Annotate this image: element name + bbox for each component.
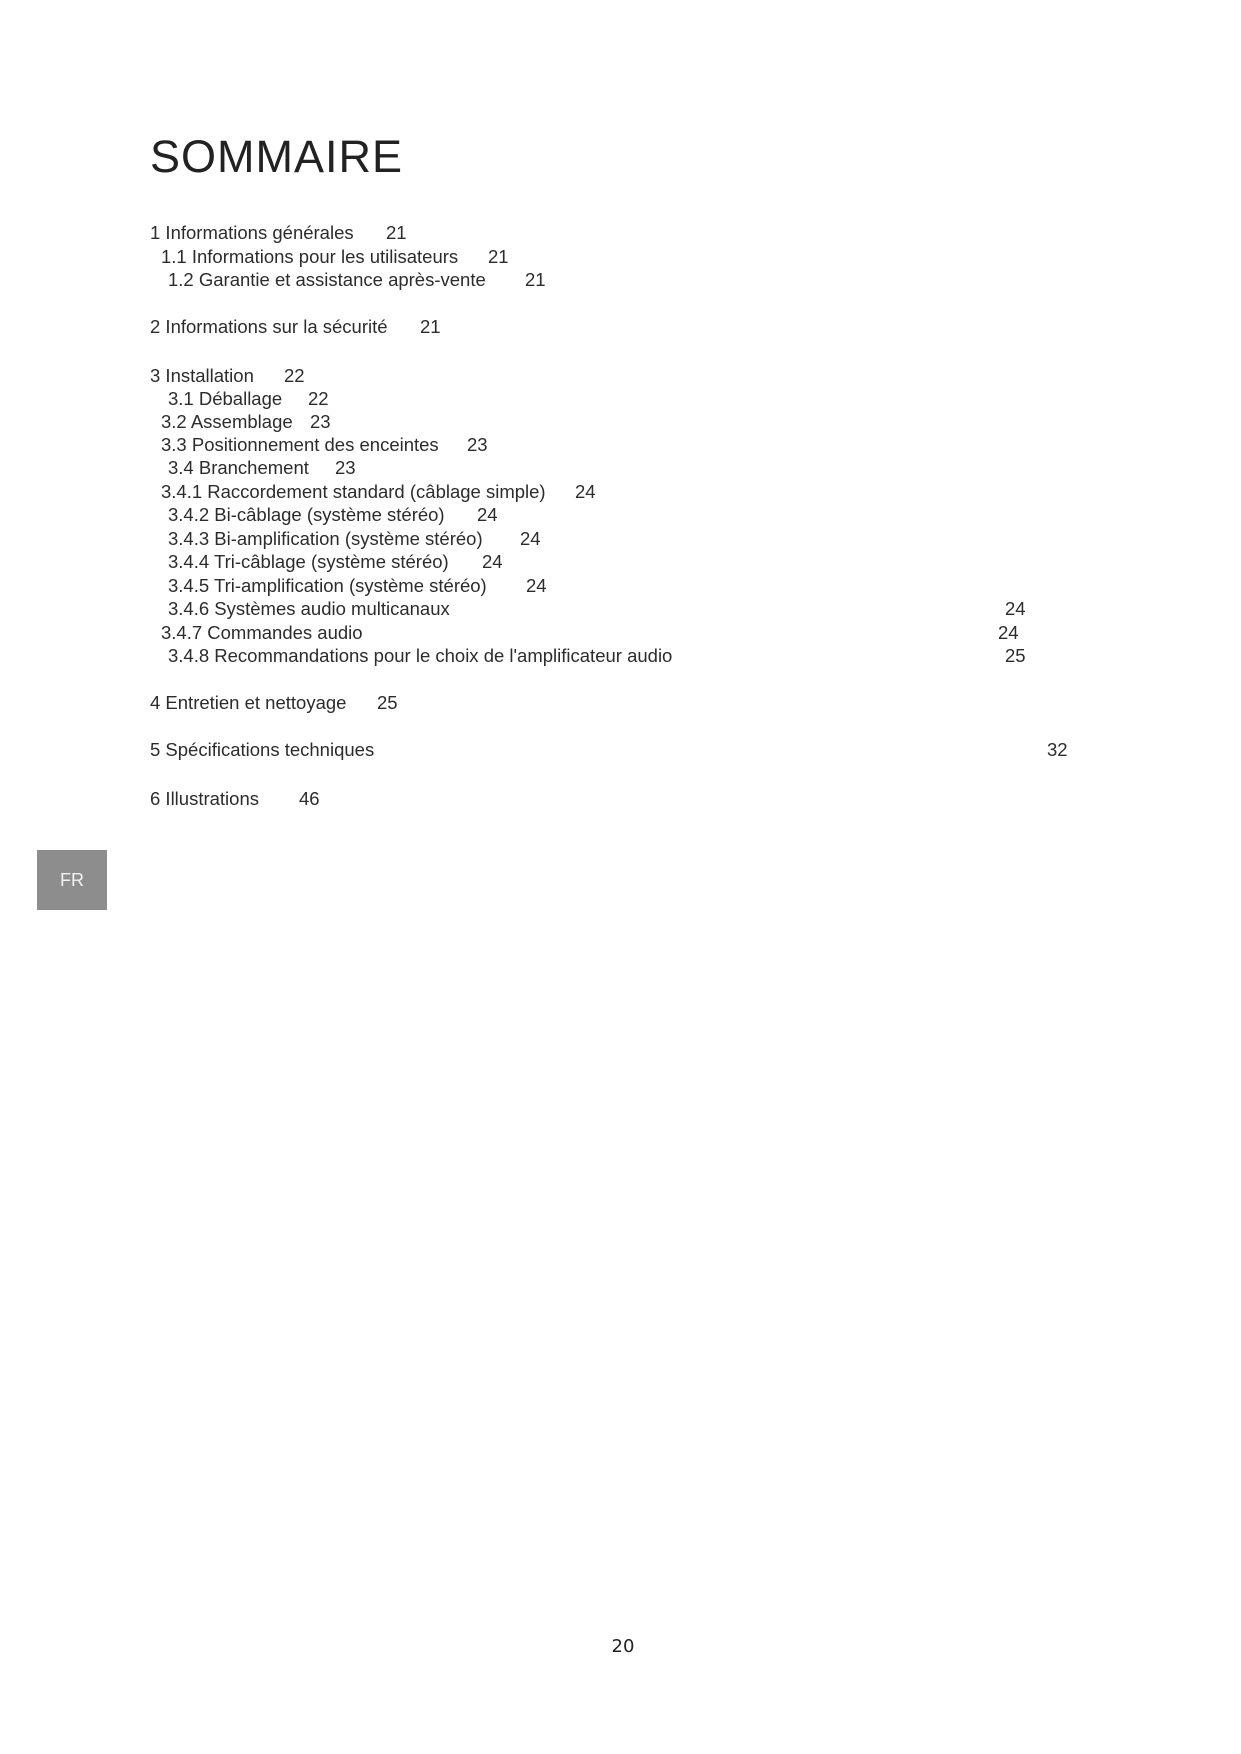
toc-entry-label: 6 Illustrations — [150, 788, 259, 809]
toc-entry-page: 24 — [482, 551, 503, 572]
toc-entry-page: 25 — [377, 692, 398, 713]
toc-entry-page: 24 — [1005, 598, 1026, 619]
toc-entry[interactable] — [161, 246, 509, 267]
toc-entry-page: 25 — [1005, 645, 1026, 666]
toc-entry-label: 3.4.4 Tri-câblage (système stéréo) — [168, 551, 449, 572]
page-title: SOMMAIRE — [150, 131, 404, 182]
toc-entry-label: 3.4.5 Tri-amplification (système stéréo) — [168, 575, 487, 596]
toc-entry-label: 3.4.6 Systèmes audio multicanaux — [168, 598, 450, 619]
toc-entry[interactable] — [168, 645, 1026, 666]
toc-entry-page: 24 — [526, 575, 547, 596]
toc-entry[interactable] — [161, 622, 1019, 643]
toc-entry-page: 46 — [299, 788, 320, 809]
toc-entry[interactable] — [168, 575, 547, 596]
toc-entry-label: 3.4.2 Bi-câblage (système stéréo) — [168, 504, 445, 525]
toc-entry[interactable] — [150, 316, 441, 337]
toc-entry-page: 21 — [525, 269, 546, 290]
toc-entry-label: 5 Spécifications techniques — [150, 739, 375, 760]
toc-entry[interactable] — [150, 692, 398, 713]
toc-entry[interactable] — [150, 788, 320, 809]
toc-entry[interactable] — [168, 388, 329, 409]
toc-entry[interactable] — [161, 434, 488, 455]
toc-entry[interactable] — [168, 457, 356, 478]
toc-entry[interactable] — [150, 222, 407, 243]
toc-entry-page: 24 — [998, 622, 1019, 643]
toc-entry-label: 1.2 Garantie et assistance après-vente — [168, 269, 486, 290]
toc-entry-label: 3 Installation — [150, 365, 254, 386]
toc-entry[interactable] — [168, 598, 1026, 619]
toc-entry-page: 22 — [308, 388, 329, 409]
toc-entry-label: 3.1 Déballage — [168, 388, 283, 409]
toc-entry-label: 3.4.1 Raccordement standard (câblage simple) — [161, 481, 546, 502]
toc-entry[interactable] — [150, 365, 305, 386]
toc-entry-page: 24 — [520, 528, 541, 549]
toc-entry-label: 3.3 Positionnement des enceintes — [161, 434, 439, 455]
toc-entry-label: 1 Informations générales — [150, 222, 354, 243]
toc-entry-page: 22 — [284, 365, 305, 386]
toc-entry-page: 21 — [420, 316, 441, 337]
toc-entry-label: 3.4.3 Bi-amplification (système stéréo) — [168, 528, 483, 549]
toc-entry-page: 24 — [477, 504, 498, 525]
toc-entry-page: 23 — [310, 411, 331, 432]
toc-entry[interactable] — [161, 481, 596, 502]
toc-entry[interactable] — [161, 411, 331, 432]
toc-entry-label: 1.1 Informations pour les utilisateurs — [161, 246, 459, 267]
toc-entry-page: 21 — [386, 222, 407, 243]
toc-entry-page: 21 — [488, 246, 509, 267]
toc-entry-label: 4 Entretien et nettoyage — [150, 692, 347, 713]
toc-entry[interactable] — [150, 739, 1068, 760]
toc-entry-page: 24 — [575, 481, 596, 502]
toc-entry-label: 3.4.7 Commandes audio — [161, 622, 363, 643]
toc-entry-page: 32 — [1047, 739, 1068, 760]
toc-entry-page: 23 — [335, 457, 356, 478]
toc-entry-label: 3.2 Assemblage — [161, 411, 293, 432]
toc-entry-label: 3.4.8 Recommandations pour le choix de l'amplificateur audio — [168, 645, 673, 666]
toc-entry-page: 23 — [467, 434, 488, 455]
toc-entry[interactable] — [168, 269, 546, 290]
page-number: 20 — [611, 1636, 635, 1657]
toc-entry[interactable] — [168, 504, 498, 525]
language-tab: FR — [37, 850, 107, 910]
toc-entry-label: 2 Informations sur la sécurité — [150, 316, 388, 337]
toc-entry[interactable] — [168, 551, 503, 572]
toc-entry[interactable] — [168, 528, 541, 549]
toc-entry-label: 3.4 Branchement — [168, 457, 309, 478]
